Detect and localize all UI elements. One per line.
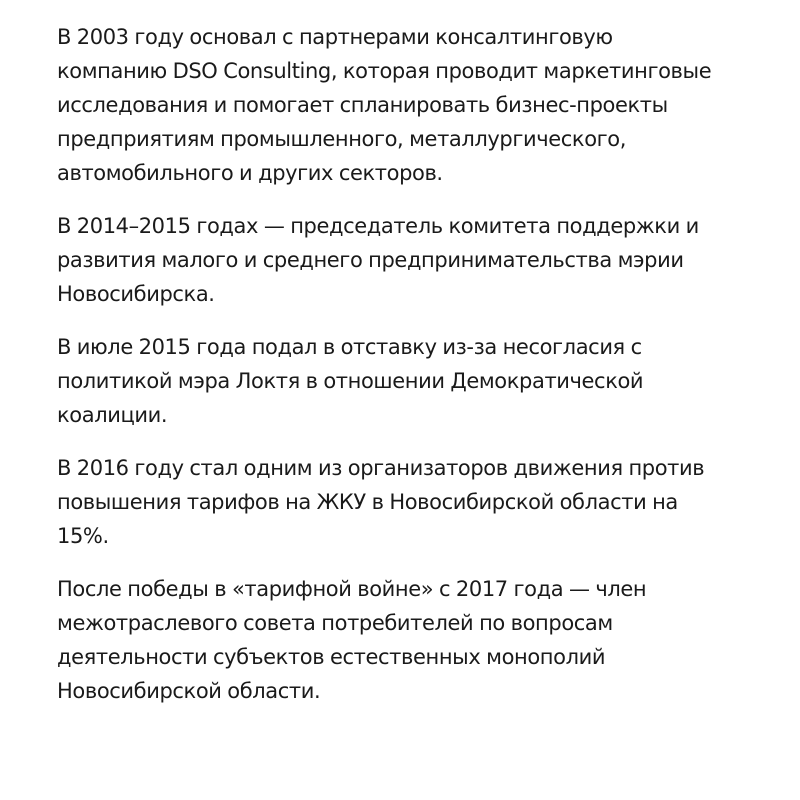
paragraph-tariff-movement xyxy=(57,451,780,553)
text-line: После победы в «тарифной войне» с 2017 года — член xyxy=(57,577,647,601)
text-line: деятельности субъектов естественных монополий xyxy=(57,645,606,669)
paragraph-resignation xyxy=(57,330,780,432)
text-line: Новосибирска. xyxy=(57,282,215,306)
text-line: исследования и помогает спланировать бизнес-проекты xyxy=(57,93,668,117)
text-line: повышения тарифов на ЖКУ в Новосибирской области на xyxy=(57,490,678,514)
text-line: коалиции. xyxy=(57,403,168,427)
text-line: В 2014–2015 годах — председатель комитета поддержки и xyxy=(57,214,699,238)
text-line: политикой мэра Локтя в отношении Демократической xyxy=(57,369,644,393)
text-line: компанию DSO Consulting, которая проводит маркетинговые xyxy=(57,59,712,83)
paragraph-committee-chair xyxy=(57,209,780,311)
text-line: предприятиям промышленного, металлургического, xyxy=(57,127,627,151)
text-line: В 2003 году основал с партнерами консалтинговую xyxy=(57,25,613,49)
paragraph-consumer-council xyxy=(57,572,780,708)
text-line: 15%. xyxy=(57,524,109,548)
text-line: В июле 2015 года подал в отставку из-за несогласия с xyxy=(57,335,642,359)
text-line: автомобильного и других секторов. xyxy=(57,161,443,185)
text-line: Новосибирской области. xyxy=(57,679,321,703)
text-line: В 2016 году стал одним из организаторов движения против xyxy=(57,456,705,480)
paragraph-founding-dso xyxy=(57,20,780,190)
text-line: межотраслевого совета потребителей по вопросам xyxy=(57,611,613,635)
text-line: развития малого и среднего предпринимательства мэрии xyxy=(57,248,684,272)
